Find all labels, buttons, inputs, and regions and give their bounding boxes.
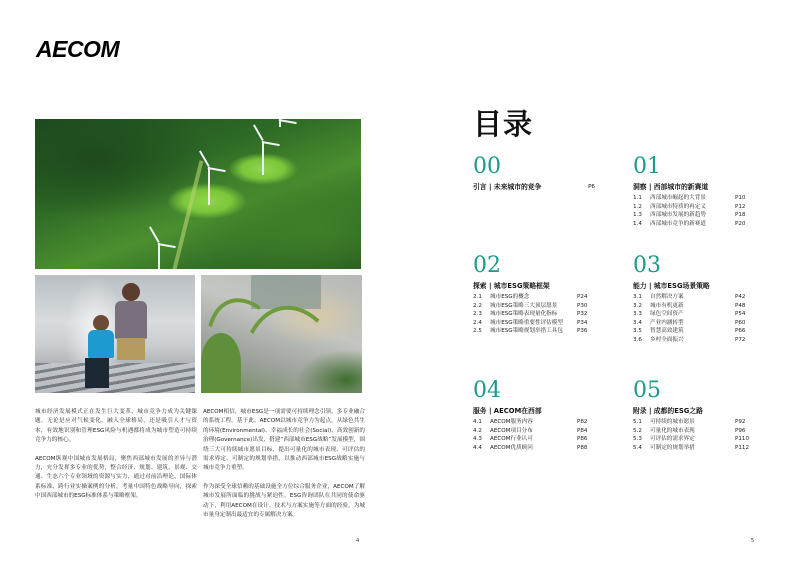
section-heading[interactable]	[633, 406, 759, 416]
child-figure	[93, 315, 109, 331]
toc-section-01	[633, 156, 759, 228]
item-label: 西部城市发展的新趋势	[650, 212, 706, 219]
item-number: 3.1	[633, 294, 642, 300]
toc-item[interactable]	[633, 211, 759, 220]
ridge-road	[171, 160, 204, 269]
item-number: 4.2	[473, 427, 482, 434]
wind-turbine-icon	[208, 167, 210, 205]
child-figure	[122, 283, 140, 301]
toc-item[interactable]	[473, 444, 601, 453]
item-page: P92	[735, 419, 746, 425]
item-label: AECOM行业认可	[490, 436, 533, 443]
section-number: 00	[473, 154, 501, 179]
wind-turbine-icon	[158, 243, 160, 269]
item-page: P96	[735, 427, 746, 434]
toc-item[interactable]	[633, 194, 759, 203]
item-page: P34	[577, 319, 588, 326]
item-number: 2.1	[473, 294, 482, 300]
item-number: 2.4	[473, 319, 482, 326]
item-label: 绿色空间资产	[650, 311, 684, 318]
item-number: 3.5	[633, 328, 642, 335]
item-label: 城市ESG策略表现量化指标	[490, 311, 558, 318]
item-label: 可制定的规划举措	[650, 444, 695, 451]
body-paragraph: 城市经济发展模式正在发生巨大变革，城市竞争力成为关键课题。无论是应对气候变化、融入全球格局，还是吸引人才与资本，有效地识别和管理ESG风险与机遇都将成为城市塑造可持续竞争力的核心。	[35, 409, 197, 444]
toc-item[interactable]	[473, 327, 601, 336]
section-page: P6	[588, 184, 595, 190]
toc-item[interactable]	[473, 302, 601, 311]
toc-section-00	[473, 156, 601, 194]
toc-item[interactable]	[633, 302, 759, 311]
section-title: 洞察 | 西部城市的新赛道	[633, 183, 709, 191]
toc-item[interactable]	[633, 220, 759, 229]
child-figure	[117, 338, 145, 360]
item-page: P54	[735, 311, 746, 318]
item-label: 智慧高效建筑	[650, 328, 684, 335]
item-page: P82	[577, 419, 588, 425]
section-number: 01	[633, 154, 661, 179]
wet-pavement	[35, 363, 195, 393]
toc-item[interactable]	[473, 427, 601, 436]
item-label: AECOM项目分布	[490, 427, 533, 434]
page-number: 4	[356, 538, 360, 544]
toc-item[interactable]	[633, 203, 759, 212]
wind-turbine-icon	[279, 119, 281, 127]
item-page: P18	[735, 212, 746, 219]
body-column-b	[203, 408, 365, 529]
item-number: 1.3	[633, 212, 642, 219]
body-paragraph: AECOM纵观中国城市发展格局，聚焦西部城市发展的差异与潜力，充分发挥多专业的优势，整合经济、规划、建筑、景观、交通、生态六个专业领域的资源与实力，通过对前沿理论、国际体系标准、跨行业实操案例的分析，考量中国特色战略导向，探索中国西部城市的ESG标准体系与策略框架。	[35, 455, 197, 500]
page-number: 5	[751, 538, 755, 544]
item-label: AECOM优质顾问	[490, 444, 533, 451]
item-page: P66	[735, 328, 746, 335]
item-page: P10	[735, 195, 746, 201]
item-label: 西部城市特质的再定义	[650, 203, 706, 210]
item-label: 产业内涵转型	[650, 319, 684, 326]
urban-plaza-photo	[201, 275, 362, 393]
child-figure	[115, 301, 147, 339]
item-number: 5.2	[633, 427, 642, 434]
item-label: 城市ESG的概念	[490, 294, 530, 300]
body-column-a	[35, 408, 197, 511]
item-number: 1.2	[633, 203, 642, 210]
section-title: 附录 | 成都的ESG之路	[633, 407, 703, 415]
toc-section-05	[633, 380, 759, 452]
item-label: 城市ESG策略规划举措工具包	[490, 328, 563, 335]
toc-item[interactable]	[633, 444, 759, 453]
item-label: 乡村全面振兴	[650, 336, 684, 343]
item-page: P112	[735, 444, 750, 451]
building	[251, 275, 321, 309]
item-page: P72	[735, 336, 746, 343]
toc-item[interactable]	[633, 418, 759, 427]
item-number: 4.1	[473, 419, 482, 425]
toc-item[interactable]	[633, 336, 759, 345]
toc-item[interactable]	[473, 293, 601, 302]
section-title: 服务 | AECOM在西部	[473, 407, 542, 415]
section-heading[interactable]	[473, 281, 601, 291]
aecom-logo: AECOM	[36, 36, 120, 62]
item-number: 3.4	[633, 319, 642, 326]
item-label: 城市ESG策略重要性评估模型	[490, 319, 563, 326]
item-label: 自然解决方案	[650, 294, 684, 300]
item-label: 西部城市崛起的大背景	[650, 195, 706, 201]
item-page: P12	[735, 203, 746, 210]
wind-turbines-photo	[35, 119, 361, 269]
item-label: 城市有机更新	[650, 302, 684, 309]
section-title: 能力 | 城市ESG场景策略	[633, 282, 710, 290]
item-number: 4.3	[473, 436, 482, 443]
item-number: 3.6	[633, 336, 642, 343]
toc-item[interactable]	[633, 427, 759, 436]
wind-turbine-icon	[262, 141, 264, 175]
item-number: 3.3	[633, 311, 642, 318]
item-page: P84	[577, 427, 588, 434]
toc-section-03	[633, 255, 759, 345]
body-paragraph: AECOM相信，城市ESG是一项需要可持续理念引领、多专业融合的系统工程。基于此，AECOM以城市竞争力为起点，从绿色共生的环境(Environmental)、幸福成长的社会(Social)、高效创新的治理(Governance)出发，搭建“西部城市ESG战略”发展模型，围绕三大可持续城市愿景目标，提出可量化的城市表现、可评估的需求界定、可制定的规划举措，以推动西部城市ESG战略实施与城市竞争力重塑。	[203, 409, 365, 472]
section-heading[interactable]	[633, 182, 759, 192]
toc-item[interactable]	[473, 310, 601, 319]
section-heading[interactable]	[473, 406, 601, 416]
toc-section-02	[473, 255, 601, 336]
section-title: 探索 | 城市ESG策略框架	[473, 282, 550, 290]
item-label: 西部城市竞争的新赛道	[650, 220, 706, 227]
item-page: P88	[577, 444, 588, 451]
toc-title: 目录	[473, 107, 534, 141]
item-page: P42	[735, 294, 746, 300]
item-number: 2.2	[473, 302, 482, 309]
toc-item[interactable]	[473, 418, 601, 427]
toc-item[interactable]	[633, 319, 759, 328]
item-label: AECOM服务内容	[490, 419, 533, 425]
item-number: 2.3	[473, 311, 482, 318]
item-page: P86	[577, 436, 588, 443]
toc-item[interactable]	[633, 293, 759, 302]
item-number: 1.4	[633, 220, 642, 227]
item-page: P60	[735, 319, 746, 326]
section-number: 03	[633, 253, 661, 278]
item-number: 3.2	[633, 302, 642, 309]
body-paragraph: 作为深受全球信赖的基础设施全方位综合服务企业，AECOM了解城市发展所面临的挑战与紧迫性。ESG咨询团队在共同的使命驱动下，利用AECOM在设计、技术与方案实施等方面的经验，为城市量身定制出最适宜的专属解决方案。	[203, 483, 365, 519]
section-number: 02	[473, 253, 501, 278]
item-number: 5.4	[633, 444, 642, 451]
children-fountain-photo	[35, 275, 195, 393]
item-page: P36	[577, 328, 588, 335]
item-page: P30	[577, 302, 588, 309]
section-heading[interactable]	[633, 281, 759, 291]
toc-section-04	[473, 380, 601, 452]
toc-item[interactable]	[473, 319, 601, 328]
item-page: P20	[735, 220, 746, 227]
toc-entry-introduction[interactable]	[473, 182, 601, 192]
item-number: 1.1	[633, 195, 642, 201]
item-label: 可持续的城市愿景	[650, 419, 695, 425]
item-page: P48	[735, 302, 746, 309]
toc-item[interactable]	[633, 310, 759, 319]
child-figure	[85, 358, 109, 388]
toc-item[interactable]	[633, 327, 759, 336]
toc-item[interactable]	[473, 435, 601, 444]
item-number: 5.1	[633, 419, 642, 425]
right-page	[397, 0, 793, 561]
item-number: 4.4	[473, 444, 482, 451]
section-number: 05	[633, 378, 661, 403]
item-label: 可量化的城市表现	[650, 427, 695, 434]
section-number: 04	[473, 378, 501, 403]
item-label: 城市ESG策略三大顶层愿景	[490, 302, 558, 309]
toc-item[interactable]	[633, 435, 759, 444]
item-page: P24	[577, 294, 588, 300]
child-figure	[88, 330, 114, 358]
item-number: 5.3	[633, 436, 642, 443]
item-page: P32	[577, 311, 588, 318]
section-title: 引言 | 未来城市的竞争	[473, 183, 542, 191]
item-number: 2.5	[473, 328, 482, 335]
tree	[201, 333, 241, 393]
item-label: 可评估的需求界定	[650, 436, 695, 443]
item-page: P110	[735, 436, 750, 443]
